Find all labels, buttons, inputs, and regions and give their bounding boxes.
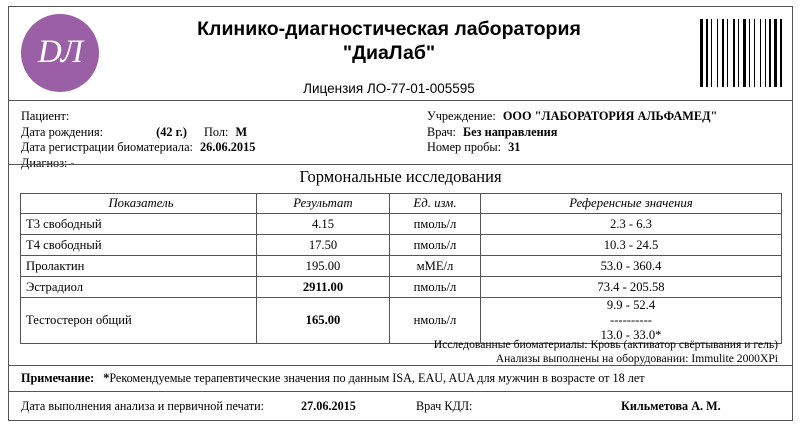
barcode-bar: [733, 19, 735, 87]
patient-info-block: [9, 103, 792, 170]
sex-value: М: [235, 124, 248, 139]
barcode-bar: [780, 19, 782, 87]
sex-label: Пол:: [204, 124, 229, 139]
doctor-row: [427, 125, 777, 141]
organization-row: [427, 109, 777, 125]
cell-unit: пмоль/л: [390, 235, 481, 256]
cell-name: Тестостерон общий: [21, 298, 257, 344]
equipment-line: Анализы выполнены на оборудовании: Immulite 2000XPi: [495, 352, 778, 365]
cell-name: Т3 свободный: [21, 214, 257, 235]
barcode: [700, 19, 778, 87]
cell-name: Т4 свободный: [21, 235, 257, 256]
reference-line: 9.9 - 52.4: [606, 298, 656, 312]
cell-name: Пролактин: [21, 256, 257, 277]
col-header-reference: Референсные значения: [481, 194, 782, 214]
footer-date-value: 27.06.2015: [301, 399, 356, 413]
table-row: [21, 256, 782, 277]
barcode-bar: [774, 19, 777, 87]
cell-reference: 53.0 - 360.4: [481, 256, 782, 277]
cell-result: 195.00: [257, 256, 390, 277]
cell-unit: пмоль/л: [390, 277, 481, 298]
organization-value: ООО "ЛАБОРАТОРИЯ АЛЬФАМЕД": [502, 109, 718, 123]
report-sheet: [8, 6, 793, 421]
registration-row: [21, 140, 421, 156]
doctor-label: Врач:: [427, 124, 456, 139]
col-header-result: Результат: [257, 194, 390, 214]
table-row: [21, 298, 782, 344]
table-row: [21, 235, 782, 256]
cell-reference: 10.3 - 24.5: [481, 235, 782, 256]
note-divider: [9, 365, 792, 366]
results-table-body: [21, 214, 782, 344]
results-table-head: [21, 194, 782, 214]
patient-label: Пациент:: [21, 109, 70, 123]
barcode-bar: [727, 19, 728, 87]
table-row: [21, 277, 782, 298]
institution-column: [427, 109, 777, 156]
barcode-bar: [700, 19, 703, 87]
barcode-bar: [722, 19, 724, 87]
registration-label: Дата регистрации биоматериала:: [21, 140, 193, 154]
footer-date-label: Дата выполнения анализа и первичной печати:: [21, 399, 265, 413]
biomaterial-line: Исследованные биоматериалы: Кровь (активатор свёртывания и гель): [433, 338, 778, 351]
birth-label: Дата рождения:: [21, 124, 104, 139]
patient-column: [21, 109, 421, 171]
info-divider: [9, 164, 792, 165]
col-header-unit: Ед. изм.: [390, 194, 481, 214]
sample-label: Номер пробы:: [427, 140, 502, 154]
cell-name: Эстрадиол: [21, 277, 257, 298]
note-text: Рекомендуемые терапевтические значения по данным ISA, EAU, AUA для мужчин в возрасте от 18 лет: [109, 371, 645, 385]
section-title: Гормональные исследования: [299, 167, 502, 186]
footer-doctor-label: Врач КДЛ:: [416, 399, 473, 413]
table-header-row: [21, 194, 782, 214]
header-divider: [9, 100, 792, 101]
lab-title-block: [109, 17, 669, 96]
barcode-bar: [769, 19, 771, 87]
note-star: *: [103, 371, 110, 385]
lab-license: Лицензия ЛО-77-01-005595: [303, 81, 475, 96]
biomaterial-info: [434, 338, 778, 366]
cell-reference: [481, 298, 782, 344]
birth-row: [21, 125, 421, 141]
sample-row: [427, 140, 777, 156]
cell-unit: нмоль/л: [390, 298, 481, 344]
barcode-bar: [706, 19, 708, 87]
cell-result: 2911.00: [257, 277, 390, 298]
lab-logo-text: DЛ: [37, 33, 83, 70]
report-footer: [21, 399, 780, 419]
barcode-bar: [717, 19, 718, 87]
note-label: Примечание:: [21, 371, 95, 385]
lab-logo: [21, 14, 99, 92]
note-block: [21, 371, 780, 386]
barcode-bar: [738, 19, 739, 87]
footer-doctor-name: Кильметова А. М.: [621, 399, 721, 413]
registration-value: 26.06.2015: [200, 140, 256, 154]
table-row: [21, 214, 782, 235]
reference-line: ----------: [610, 313, 652, 327]
patient-row: [21, 109, 421, 125]
cell-reference: 73.4 - 205.58: [481, 277, 782, 298]
report-header: [9, 7, 792, 99]
barcode-bar: [743, 19, 746, 87]
cell-result: 17.50: [257, 235, 390, 256]
col-header-name: Показатель: [21, 194, 257, 214]
doctor-value: Без направления: [463, 124, 558, 139]
sample-value: 31: [508, 140, 521, 154]
barcode-bar: [760, 19, 761, 87]
cell-unit: пмоль/л: [390, 214, 481, 235]
barcode-bar: [765, 19, 766, 87]
barcode-bar: [754, 19, 755, 87]
cell-unit: мМЕ/л: [390, 256, 481, 277]
footer-divider: [9, 391, 792, 392]
cell-result: 165.00: [257, 298, 390, 344]
reference-line: 13.0 - 33.0*: [600, 328, 662, 342]
barcode-bar: [749, 19, 750, 87]
lab-title-line1: Клинико-диагностическая лаборатория: [197, 18, 581, 40]
barcode-bar: [711, 19, 712, 87]
cell-result: 4.15: [257, 214, 390, 235]
cell-reference: 2.3 - 6.3: [481, 214, 782, 235]
diagnosis-row: Диагноз: -: [21, 155, 75, 170]
organization-label: Учреждение:: [427, 109, 496, 123]
lab-title-line2: "ДиаЛаб": [342, 42, 436, 64]
results-table: [20, 193, 782, 344]
birth-value: (42 г.): [156, 124, 187, 139]
